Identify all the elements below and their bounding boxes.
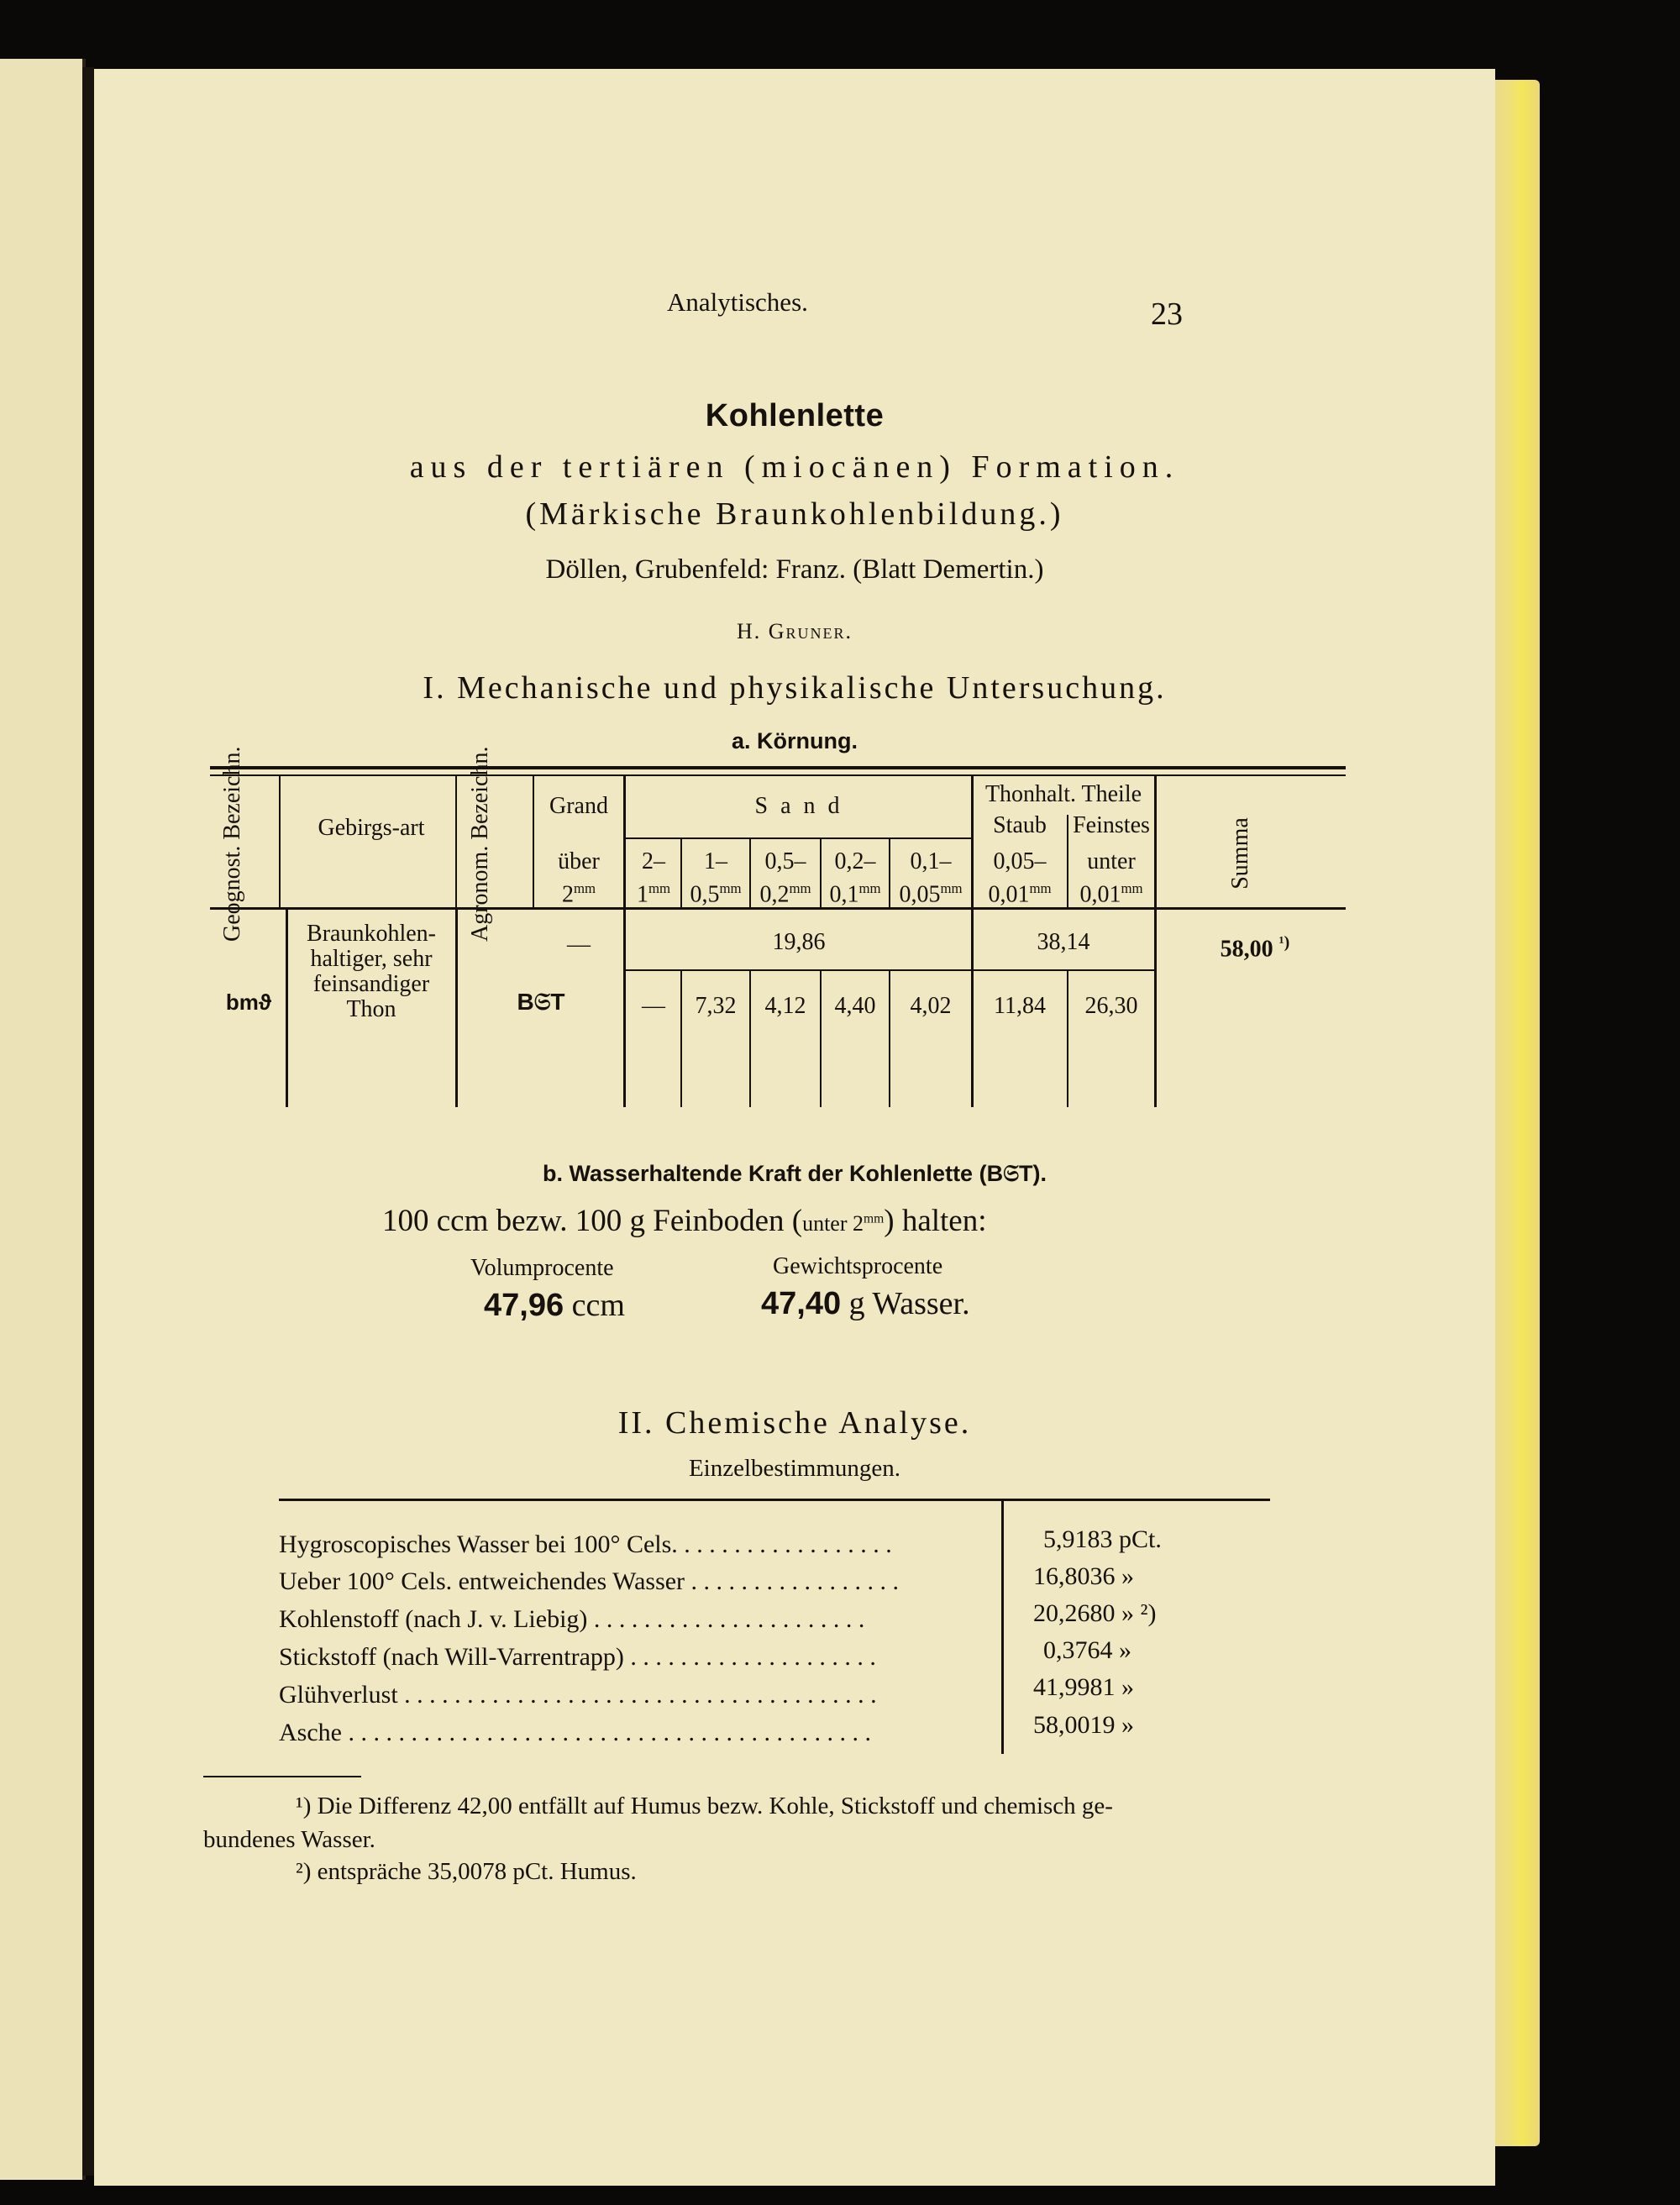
section-2-heading: II. Chemische Analyse.: [617, 1405, 972, 1441]
running-head: Analytisches.: [667, 287, 808, 317]
header-feinstes: Feinstes: [1073, 812, 1150, 838]
analysis-row-value: 41,9981 »: [1033, 1673, 1134, 1701]
subtitle-bildung: (Märkische Braunkohlenbildung.): [525, 496, 1064, 532]
gew-value: 47,40 g Wasser.: [761, 1286, 970, 1321]
analysis-row-label: Ueber 100° Cels. entweichendes Wasser . . . . . . . . . . . . . . . . .: [279, 1567, 900, 1595]
location-line: Döllen, Grubenfeld: Franz. (Blatt Demertin.): [545, 554, 1044, 585]
footnote-1-continued: bundenes Wasser.: [203, 1826, 375, 1853]
author-line: H. Gruner.: [736, 619, 853, 643]
cell-staub: 11,84: [994, 993, 1046, 1019]
analysis-row-label: Glühverlust . . . . . . . . . . . . . . . . . . . . . . . . . . . . . . . . . . . . . .: [279, 1681, 877, 1709]
cell-sand-05-02: 4,12: [764, 993, 806, 1019]
header-feinstes-range: unter $0,01^{mm}$: [1079, 848, 1143, 908]
cell-sand-total: 19,86: [772, 929, 826, 955]
section-2-subheading: Einzelbestimmungen.: [688, 1455, 901, 1482]
header-sand-2-1: 2– $1^{mm}$: [636, 848, 671, 908]
section-1-heading: I. Mechanische und physikalische Untersuchung.: [423, 670, 1167, 706]
analysis-row-value: 0,3764 »: [1043, 1636, 1131, 1664]
footnote-rule: [203, 1776, 361, 1777]
header-geognost: Geognost. Bezeichn.: [219, 746, 245, 942]
previous-page-edge: [0, 59, 86, 2180]
header-sand-05-02: 0,5– $0,2^{mm}$: [759, 848, 811, 908]
cell-sand-01-005: 4,02: [910, 993, 952, 1019]
subsection-b-heading: b. Wasserhaltende Kraft der Kohlenlette (B𝔖T).: [542, 1161, 1047, 1186]
header-grand-range: über $2^{mm}$: [558, 848, 600, 908]
analysis-row-value: 20,2680 » ²): [1033, 1599, 1157, 1627]
analysis-row-value: 5,9183 pCt.: [1043, 1525, 1162, 1553]
feinboden-line: 100 ccm bezw. 100 g Feinboden (unter $2^{mm}$) halten:: [382, 1204, 987, 1238]
footnote-1: ¹) Die Differenz 42,00 entfällt auf Humus bezw. Kohle, Stickstoff und chemisch ge-: [296, 1793, 1113, 1819]
cell-sand-2-1: —: [642, 993, 665, 1019]
footnote-2: ²) entspräche 35,0078 pCt. Humus.: [296, 1858, 637, 1885]
analysis-row-label: Hygroscopisches Wasser bei 100° Cels. . . . . . . . . . . . . . . . . .: [279, 1530, 892, 1558]
cell-sand-1-05: 7,32: [695, 993, 737, 1019]
header-grand: Grand: [549, 793, 608, 819]
book-page: [94, 69, 1495, 2186]
header-sand: S a n d: [754, 793, 843, 819]
subsection-a-heading: a. Körnung.: [732, 728, 858, 753]
header-staub-range: 0,05– $0,01^{mm}$: [988, 848, 1052, 908]
header-summa: Summa: [1227, 817, 1253, 890]
subtitle-formation: aus der tertiären (miocänen) Formation.: [409, 449, 1180, 485]
cell-grand: —: [567, 932, 591, 958]
header-agronom: Agronom. Bezeichn.: [467, 746, 493, 942]
page-title: Kohlenlette: [705, 398, 885, 433]
header-thon: Thonhalt. Theile: [984, 781, 1142, 807]
header-gebirgsart: Gebirgs-art: [318, 815, 425, 841]
cell-sand-02-01: 4,40: [834, 993, 876, 1019]
vol-label: Volumprocente: [470, 1255, 614, 1281]
cell-geognost: bmϑ: [225, 990, 272, 1015]
cell-summa: 58,00 $^{^1)}$: [1220, 933, 1290, 963]
header-sand-1-05: 1– $0,5^{mm}$: [690, 848, 742, 908]
cell-feinstes: 26,30: [1084, 993, 1138, 1019]
header-sand-01-005: 0,1– $0,05^{mm}$: [899, 848, 963, 908]
analysis-row-label: Stickstoff (nach Will-Varrentrapp) . . . . . . . . . . . . . . . . . . . .: [279, 1643, 876, 1671]
cell-agronom: B𝔖T: [517, 989, 565, 1015]
vol-value: 47,96 ccm: [484, 1288, 625, 1323]
analysis-row-label: Kohlenstoff (nach J. v. Liebig) . . . . . . . . . . . . . . . . . . . . . .: [279, 1605, 865, 1633]
analysis-row-value: 16,8036 »: [1033, 1562, 1134, 1590]
gew-label: Gewichtsprocente: [773, 1253, 943, 1279]
header-staub: Staub: [993, 812, 1047, 838]
book-gutter: [82, 67, 94, 2176]
page-number: 23: [1151, 297, 1183, 332]
cell-thon-total: 38,14: [1037, 929, 1090, 955]
analysis-row-value: 58,0019 »: [1033, 1711, 1134, 1739]
header-sand-02-01: 0,2– $0,1^{mm}$: [829, 848, 881, 908]
cell-gebirgsart: Braunkohlen-haltiger, sehr feinsandiger Thon: [307, 921, 436, 1022]
analysis-row-label: Asche . . . . . . . . . . . . . . . . . . . . . . . . . . . . . . . . . . . . . . . . . .: [279, 1719, 871, 1746]
